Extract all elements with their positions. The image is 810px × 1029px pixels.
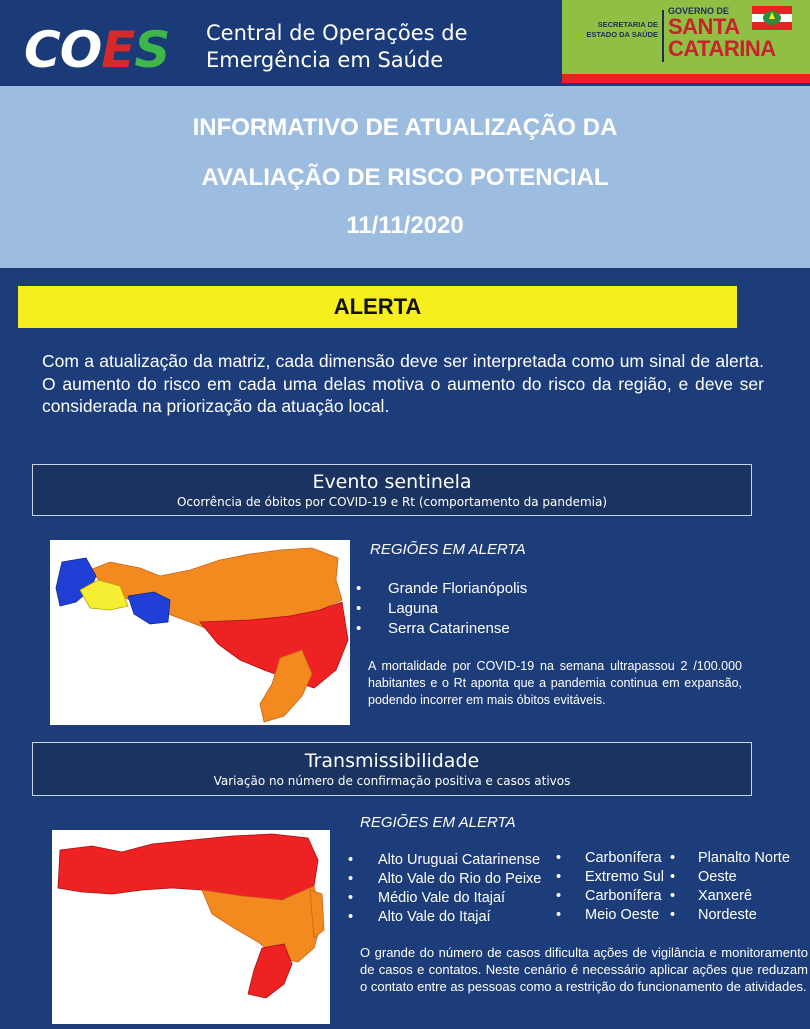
list-item: • Grande Florianópolis <box>356 579 527 599</box>
list-item: • Alto Vale do Itajaí <box>348 908 541 927</box>
list-item: • Alto Uruguai Catarinense <box>348 851 541 870</box>
list-item: • Carbonífera <box>556 849 664 868</box>
transmissibilidade-map-graphic <box>52 830 330 1024</box>
sentinela-regions-title: REGIÕES EM ALERTA <box>370 541 526 558</box>
transmissibilidade-heading: Transmissibilidade <box>304 750 480 772</box>
government-small-label: GOVERNO DE <box>668 6 730 16</box>
transmissibilidade-header <box>32 742 752 796</box>
sentinela-heading: Evento sentinela <box>312 471 472 493</box>
sentinela-regions-list <box>356 579 527 639</box>
sentinela-map-graphic <box>50 540 350 725</box>
list-item: • Meio Oeste <box>556 906 664 925</box>
state-flag-icon <box>752 6 792 30</box>
transmissibilidade-subheading: Variação no número de confirmação positiva e casos ativos <box>213 774 571 788</box>
transmissibilidade-map <box>52 830 330 1024</box>
secretaria-label: SECRETARIA DE ESTADO DA SAÚDE <box>586 20 658 39</box>
sentinela-note: A mortalidade por COVID-19 na semana ultrapassou 2 /100.000 habitantes e o Rt aponta que a pandemia continua em expansão, podendo incorrer em mais óbitos evitáveis. <box>368 659 742 707</box>
transmissibilidade-regions-title: REGIÕES EM ALERTA <box>360 814 516 831</box>
list-item: • Alto Vale do Rio do Peixe <box>348 870 541 889</box>
list-item: • Oeste <box>670 868 790 887</box>
alert-banner: ALERTA <box>18 286 737 328</box>
sentinela-subheading: Ocorrência de óbitos por COVID-19 e Rt (comportamento da pandemia) <box>176 495 608 509</box>
list-item: • Carbonífera <box>556 887 664 906</box>
center-name-line1: Central de Operações de <box>206 21 468 45</box>
list-item: • Serra Catarinense <box>356 619 527 639</box>
government-logo-stripe <box>562 74 810 83</box>
sentinela-header <box>32 464 752 516</box>
transmissibilidade-col3 <box>670 849 790 925</box>
government-divider <box>662 10 664 62</box>
list-item: • Nordeste <box>670 906 790 925</box>
center-name-line2: Emergência em Saúde <box>206 48 444 72</box>
title-line1: INFORMATIVO DE ATUALIZAÇÃO DA <box>192 114 618 141</box>
list-item: • Xanxerê <box>670 887 790 906</box>
title-line2: AVALIAÇÃO DE RISCO POTENCIAL <box>201 164 609 191</box>
list-item: • Planalto Norte <box>670 849 790 868</box>
center-name <box>206 20 468 74</box>
list-item: • Médio Vale do Itajaí <box>348 889 541 908</box>
intro-paragraph: Com a atualização da matriz, cada dimensão deve ser interpretada como um sinal de alerta. O aumento do risco em cada uma delas motiva o aumento do risco da região, e deve ser considerada na priorização da atuação local. <box>42 351 764 416</box>
state-name-line2: CATARINA <box>668 36 776 61</box>
state-name-line1: SANTA <box>668 14 740 39</box>
coes-logo: COES <box>24 21 170 79</box>
transmissibilidade-col2 <box>556 849 664 925</box>
list-item: • Extremo Sul <box>556 868 664 887</box>
list-item: • Laguna <box>356 599 527 619</box>
title-date: 11/11/2020 <box>346 212 464 239</box>
transmissibilidade-col1 <box>348 851 541 927</box>
transmissibilidade-note: O grande do número de casos dificulta ações de vigilância e monitoramento de casos e contatos. Neste cenário é necessário aplicar ações que reduzam o contato entre as pessoas como a restrição do funcionamento de atividades. <box>360 945 808 994</box>
sentinela-map <box>50 540 350 725</box>
